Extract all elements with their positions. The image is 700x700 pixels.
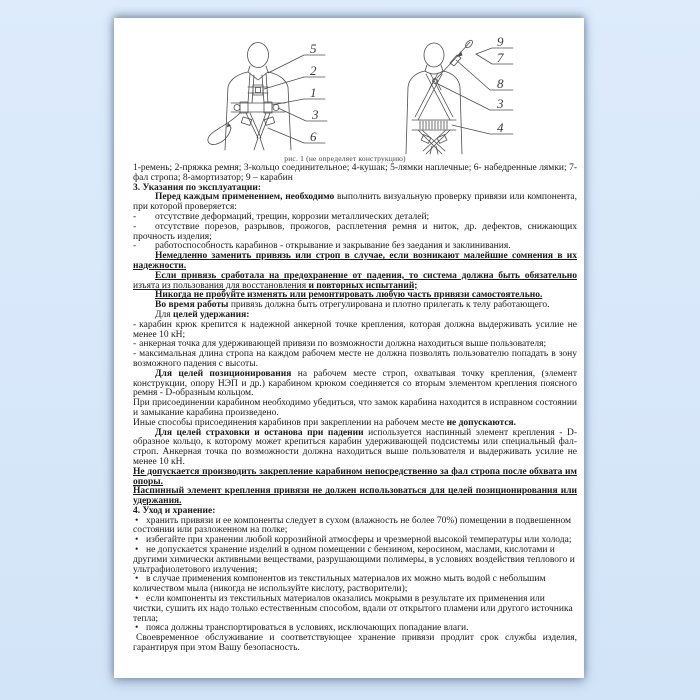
care-item-text: избегайте при хранении любой коррозийной атмосферы и чрезмерной высокой температуры или холода;	[146, 535, 572, 546]
care-list-item	[133, 595, 577, 624]
figure-caption: рис. 1 (не определяет конструкцию)	[284, 154, 406, 163]
figure-callout-label: 7	[497, 50, 504, 65]
dash-marker: -	[133, 241, 137, 252]
dash-marker: -	[133, 349, 137, 360]
figure-callout-label: 9	[497, 34, 504, 49]
figure-callout-label: 2	[310, 63, 317, 78]
care-item-text: пояса должны транспортироваться в условиях, исключающих попадание влаги.	[146, 623, 469, 634]
paragraph-positioning: Для целей позиционирования на рабочем месте строп, охватывая точку крепления, (элемент конструкции, опору НЭП и др.) карабином крюком соединяется со вторым элементом крепления поясного ремня - D-образным кольцом.	[133, 368, 578, 399]
figure-callout-label: 4	[497, 120, 504, 135]
paragraph-inspection-intro: Перед каждым применением, необходимо выполнить визуальную проверку привязи или компонента, при которой проверяется:	[133, 192, 577, 213]
harness-front-figure	[198, 42, 348, 154]
paragraph-other-methods: Иные способы присоединения карабинов при закреплении на рабочем месте не допускаются.	[133, 417, 517, 428]
check-item-text: работоспособность карабинов - открывание и закрывание без заедания и заклинивания.	[155, 241, 511, 252]
bullet-marker: •	[135, 535, 139, 546]
figure-block	[114, 18, 584, 164]
bullet-marker: •	[135, 574, 139, 585]
dash-marker: -	[133, 319, 137, 330]
care-list-item	[133, 517, 577, 537]
paragraph-closing: Своевременное обслуживание и соответствующее хранение привязи продлит срок службы изделия, гарантируя при этом Вашу безопасность.	[133, 633, 577, 654]
paragraph-fall-arrest: Для целей страховки и останова при падении используется наспинный элемент крепления - D-образное кольцо, к которому может крепиться карабин удерживающей подсистемы или специальный фал-строп. Анкерная точка по возможности должна находиться выше пользователя и выдерживать усилие не менее 10 кН.	[133, 427, 578, 467]
bullet-marker: •	[135, 623, 139, 634]
instruction-page	[114, 18, 584, 678]
figure-legend: 1-ремень; 2-пряжка ремня; 3-кольцо соединительное; 4-кушак; 5-лямки наплечные; 6- набедренные лямки; 7-фал стропа; 8-амортизатор; 9 – карабин	[133, 163, 577, 183]
paragraph-no-repair: Никогда не пробуйте изменять или ремонтировать любую часть привязи самостоятельно.	[155, 290, 543, 301]
retention-list-item	[133, 350, 577, 370]
bullet-marker: •	[135, 515, 139, 526]
paragraph-replace-warning: Немедленно заменить привязь или строп в случае, если возникают малейшие сомнения в их надежности.	[133, 251, 577, 271]
care-list-item	[133, 575, 577, 595]
paragraph-during-work: Во время работы привязь должна быть отрегулирована и плотно прилегать к телу работающего.	[155, 300, 550, 311]
figure-callout-label: 8	[497, 76, 504, 91]
care-item-text: если компоненты из текстильных материалов оказались мокрыми в результате их применения или чистки, сушить их надо только естественным способом, вдали от открытого пламени или другого источника тепла;	[133, 594, 573, 624]
paragraph-retention-heading: Для целей удержания:	[155, 309, 250, 320]
care-list-item	[133, 546, 577, 575]
figure-callout-label: 3	[312, 107, 319, 122]
dash-marker: -	[133, 339, 137, 350]
dash-marker: -	[133, 211, 137, 222]
paragraph-no-direct-attach: Не допускается производить закрепление карабином непосредственно за фал стропа после обхвата им опоры.	[133, 466, 577, 487]
bullet-marker: •	[135, 545, 139, 556]
retention-item-text: анкерная точка для удерживающей привязи по возможности должна находиться выше пользователя;	[139, 339, 547, 350]
figure-callout-label: 5	[310, 41, 317, 56]
paragraph-carabiner-attach: При присоединении карабином необходимо убедиться, что замок карабина находится в исправном состоянии и замыкание карабина произведено.	[133, 398, 577, 418]
paragraph-back-element: Наспинный элемент крепления привязи не должен использоваться для целей позиционирования или удержания.	[133, 486, 577, 507]
figure-callout-label: 1	[310, 85, 317, 100]
bullet-marker: •	[135, 594, 139, 605]
care-item-text: хранить привязи и ее компоненты следует в сухом (влажность не более 70%) помещении в подвешенном состоянии или разложенном на полке;	[133, 515, 572, 536]
paragraph-after-fall: Если привязь сработала на предохранение от падения, то система должна быть обязательно изъята из пользования для восстановления и повторных испытаний;	[133, 270, 577, 291]
document-body	[133, 164, 577, 654]
care-item-text: не допускается хранение изделий в одном помещении с бензином, керосином, маслами, кислотами и другими химически активными веществами, разрушающими полимеры, в условиях воздействия теплового и ультрафиолетового излучения;	[133, 545, 575, 575]
section3-title: 3. Указания по эксплуатации:	[133, 182, 262, 193]
retention-list-item	[133, 321, 577, 341]
figure-callout-label: 6	[310, 129, 317, 144]
dash-marker: -	[133, 221, 137, 232]
check-item-text: отсутствие деформаций, трещин, коррозии металлических деталей;	[155, 211, 430, 222]
check-list-item	[133, 223, 577, 243]
figure-callout-label: 3	[497, 96, 504, 111]
section4-title: 4. Уход и хранение:	[133, 505, 216, 516]
care-item-text: в случае применения компонентов из текстильных материалов их можно мыть водой с небольшим количеством мыла (никогда не используйте кислоту, растворители);	[133, 574, 546, 595]
retention-item-text: карабин крюк крепится к надежной анкерной точке крепления, которая должна выдерживать усилие не менее 10 кН;	[133, 319, 577, 340]
retention-item-text: максимальная длина стропа на каждом рабочем месте не должна позволять пользователю попадать в зону возможного падения с высоты.	[133, 349, 577, 369]
check-item-text: отсутствие порезов, разрывов, прожогов, расплетения ремня и ниток, др. дефектов, снижающих прочность изделия;	[133, 221, 577, 242]
harness-back-figure	[382, 34, 532, 158]
